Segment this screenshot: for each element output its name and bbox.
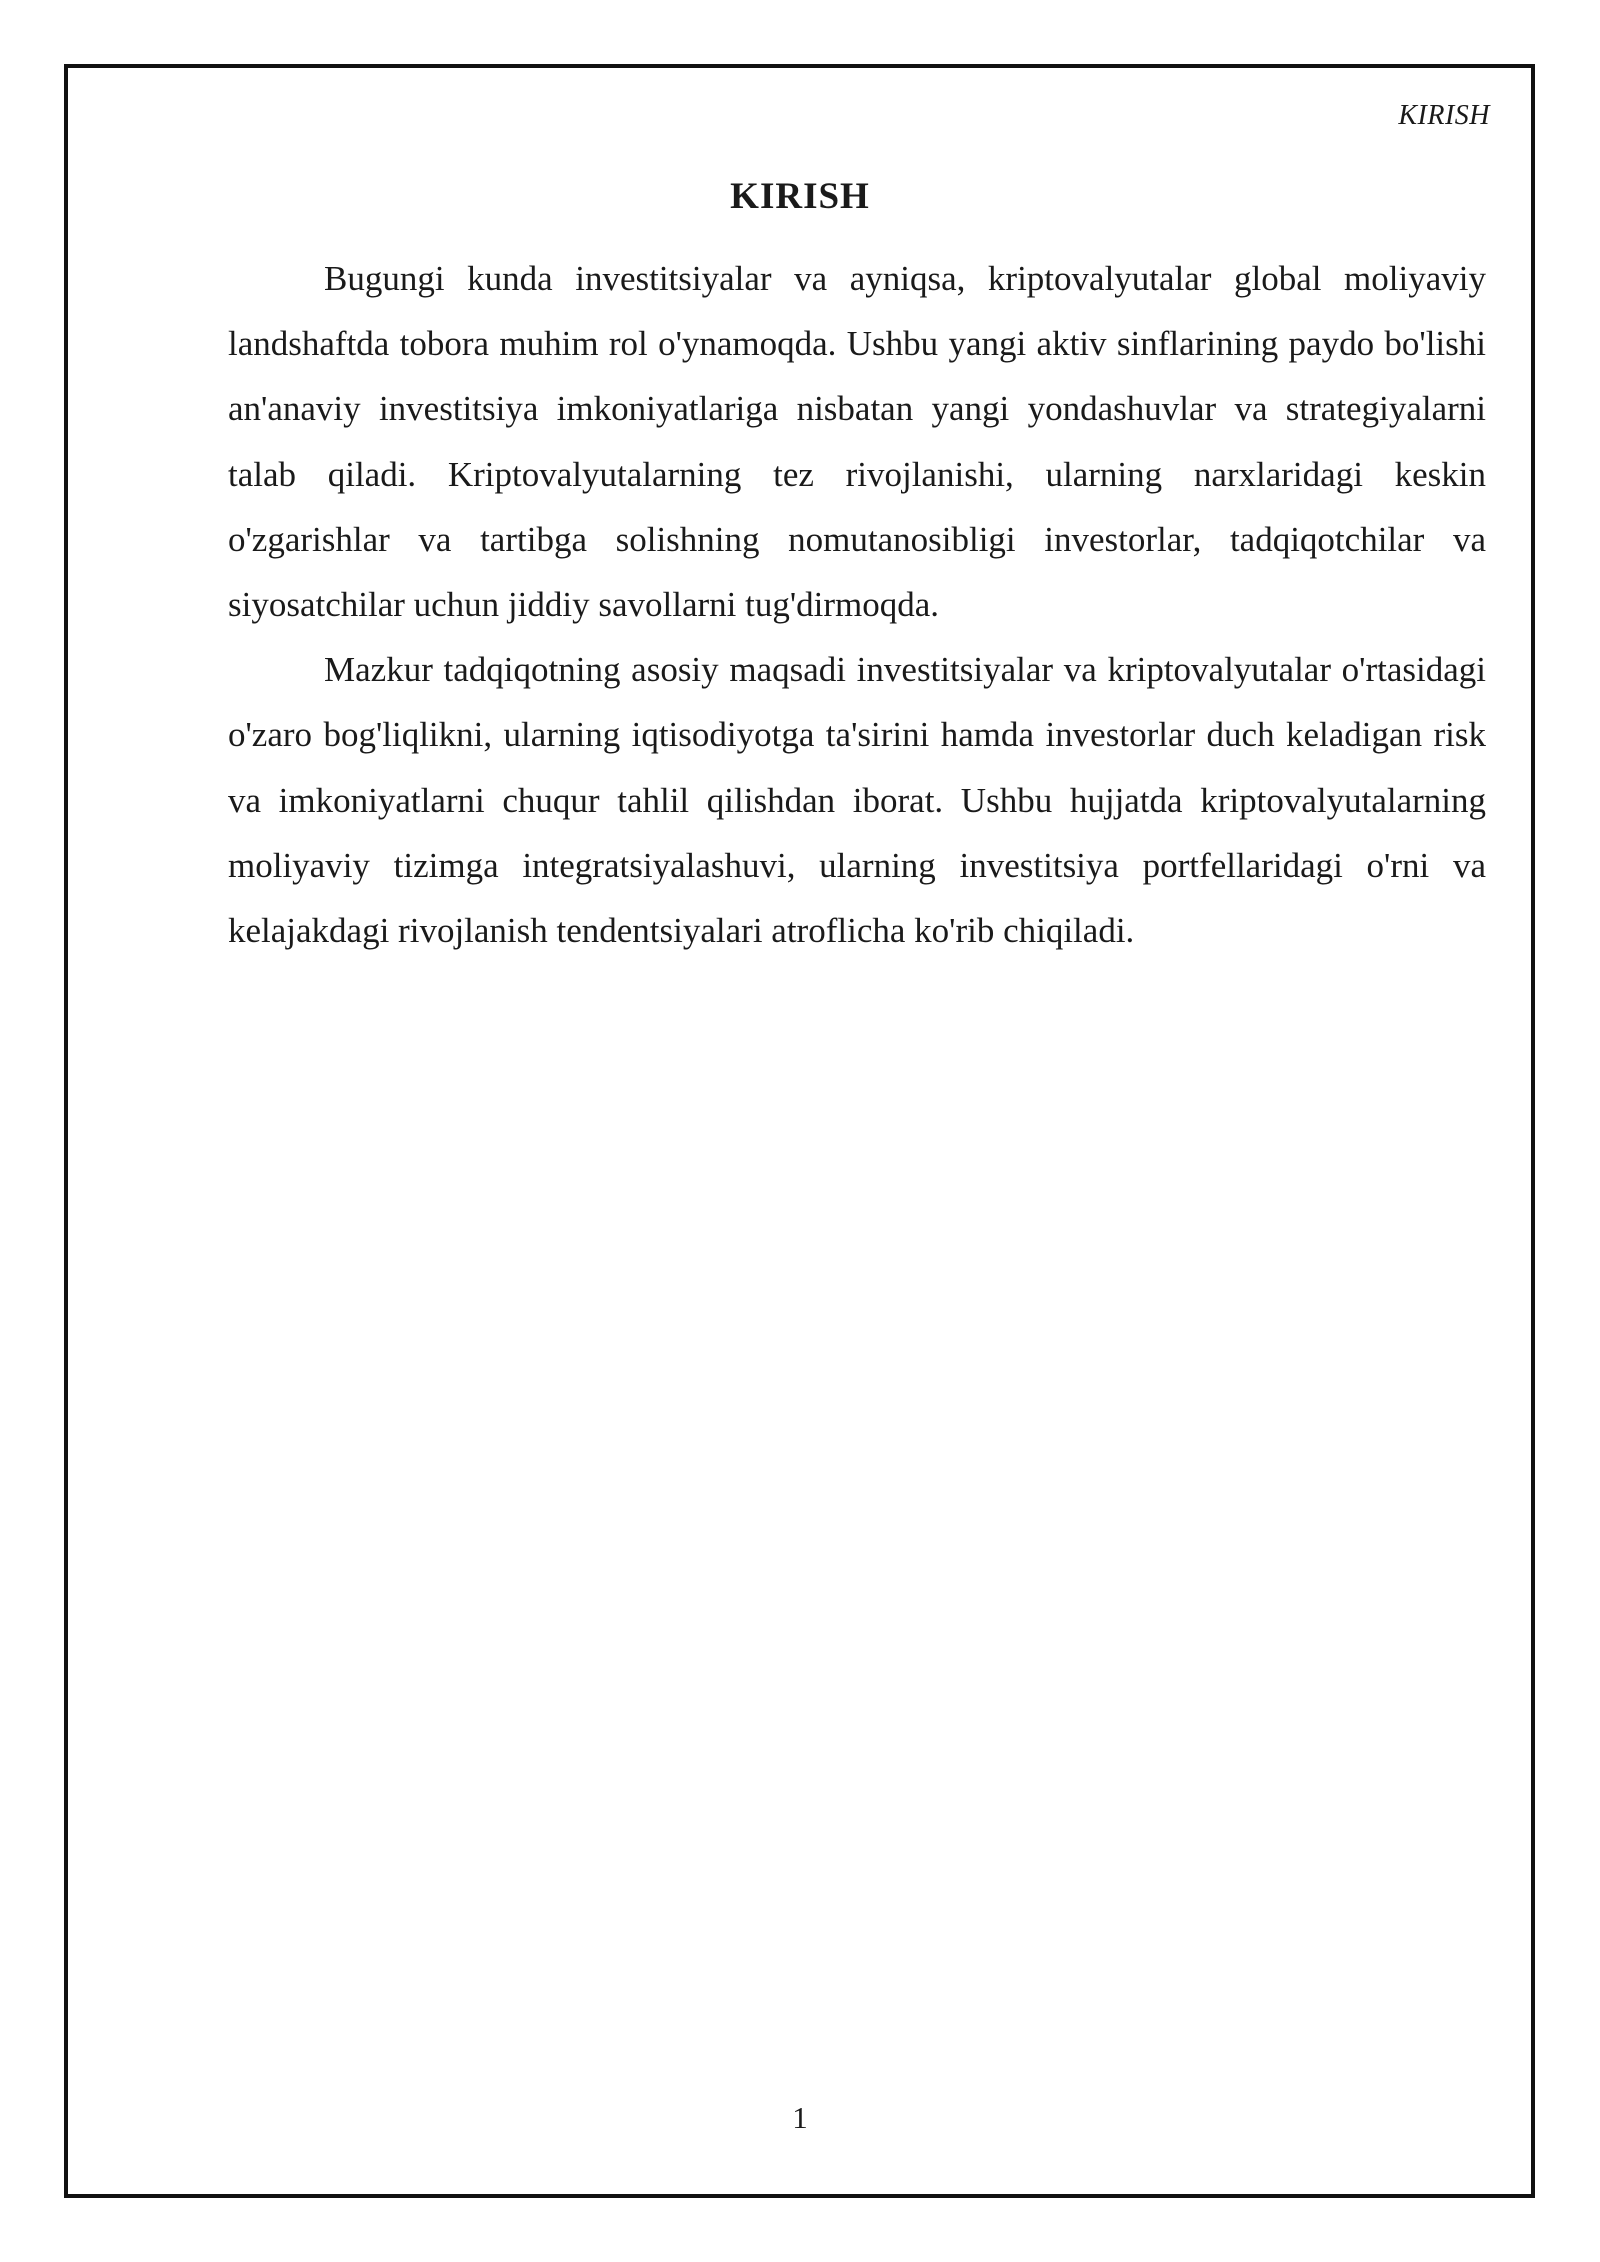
page-title: KIRISH xyxy=(730,175,870,217)
body-text xyxy=(228,246,1486,963)
page-number: 1 xyxy=(792,2100,808,2135)
running-header: KIRISH xyxy=(1398,100,1490,131)
paragraph-2: Mazkur tadqiqotning asosiy maqsadi investitsiyalar va kriptovalyutalar o'rtasidagi o'zaro bog'liqlikni, ularning iqtisodiyotga ta'sirini hamda investorlar duch keladigan risk va imkoniyatlarni chuqur tahlil qilishdan iborat. Ushbu hujjatda kriptovalyutalarning moliyaviy tizimga integratsiyalashuvi, ularning investitsiya portfellaridagi o'rni va kelajakdagi rivojlanish tendentsiyalari atroflicha ko'rib chiqiladi. xyxy=(228,650,1486,951)
paragraph-1: Bugungi kunda investitsiyalar va ayniqsa, kriptovalyutalar global moliyaviy landshaftda tobora muhim rol o'ynamoqda. Ushbu yangi aktiv sinflarining paydo bo'lishi an'anaviy investitsiya imkoniyatlariga nisbatan yangi yondashuvlar va strategiyalarni talab qiladi. Kriptovalyutalarning tez rivojlanishi, ularning narxlaridagi keskin o'zgarishlar va tartibga solishning nomutanosibligi investorlar, tadqiqotchilar va siyosatchilar uchun jiddiy savollarni tug'dirmoqda. xyxy=(228,259,1486,625)
